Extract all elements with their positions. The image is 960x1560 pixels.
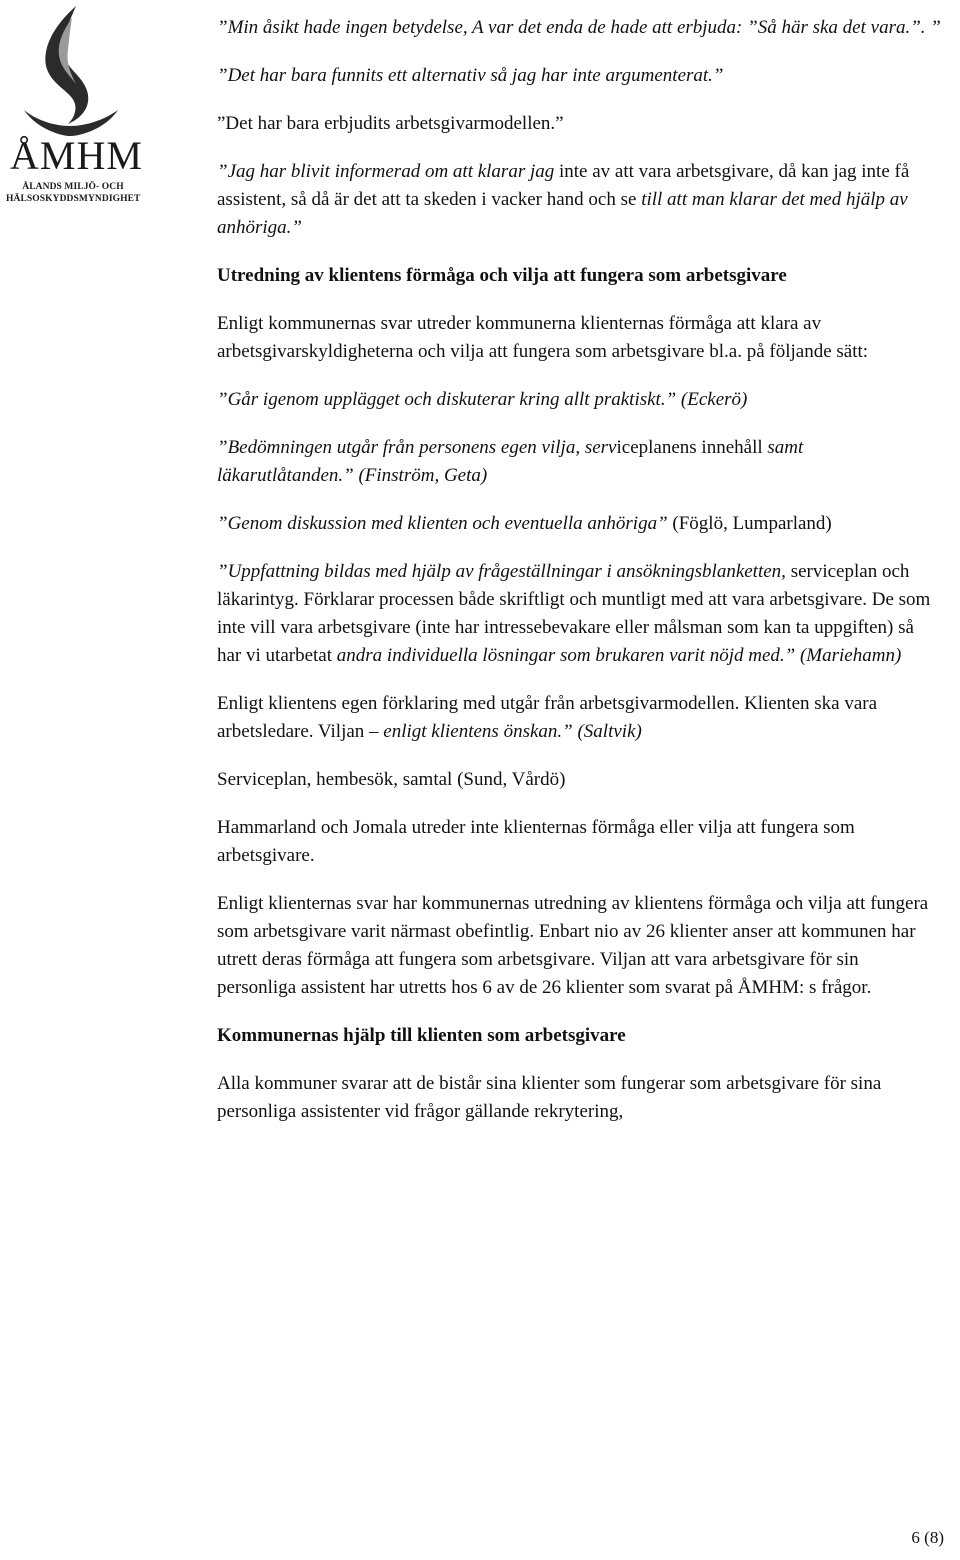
quote-foglo [217, 510, 942, 538]
quote-2: ”Det har bara funnits ett alternativ så jag har inte argumenterat.” [217, 65, 724, 86]
quote-3: ”Det har bara erbjudits arbetsgivarmodellen.” [217, 113, 564, 134]
logo-letters: ÅMHM [10, 133, 143, 178]
logo-subtitle-line1: ÅLANDS MILJÖ- OCH [22, 182, 124, 192]
quote-eckero [217, 386, 942, 414]
quote-foglo-source: (Föglö, Lumparland) [667, 513, 832, 534]
quote-eckero-text: ”Går igenom upplägget och diskuterar kring allt praktiskt.” [217, 389, 677, 410]
section-heading-1: Utredning av klientens förmåga och vilja att fungera som arbetsgivare [217, 265, 787, 286]
quote-mariehamn-normal: serviceplan och läkarintyg. Förklarar processen både skriftligt och muntligt med att vara arbetsgivare. De som inte vill vara arbetsgivare (inte har intressebevakare eller målsman som kan ta uppgiften) så har vi utarbetat [217, 561, 931, 666]
quote-4-normal: inte av att vara arbetsgivare, då kan jag inte få assistent, så då är det att ta skeden i vacker hand och se [217, 161, 910, 210]
paragraph-clients: Enligt klienternas svar har kommunernas utredning av klientens förmåga och vilja att fungera som arbetsgivare varit närmast obefintlig. Enbart nio av 26 klienter anser att kommunen har utrett deras förmåga att fungera som arbetsgivare. Viljan att vara arbetsgivare för sin personliga assistent har utretts hos 6 av de 26 klienter som svarat på ÅMHM: s frågor. [217, 893, 929, 998]
paragraph-1: Enligt kommunernas svar utreder kommunerna klienternas förmåga att klara av arbetsgivarskyldigheterna och vilja att fungera som arbetsgivare bl.a. på följande sätt: [217, 313, 869, 362]
section-heading-2: Kommunernas hjälp till klienten som arbetsgivare [217, 1025, 626, 1046]
quote-4-end: till att man klarar det med hjälp av anhöriga.” [217, 189, 908, 238]
quote-mariehamn-text: ”Uppfattning bildas med hjälp av frågeställningar i ansökningsblanketten, [217, 561, 786, 582]
quote-finstrom-source: (Finström, Geta) [353, 465, 488, 486]
paragraph-saltvik [217, 690, 942, 746]
flame-drop-icon [6, 2, 134, 137]
page-number: 6 (8) [911, 1528, 944, 1547]
quote-mariehamn [217, 558, 942, 670]
quote-1: ”Min åsikt hade ingen betydelse, A var det enda de hade att erbjuda: ”Så här ska det vara.”. ” [217, 17, 941, 38]
quote-eckero-source: (Eckerö) [676, 389, 748, 410]
paragraph-sund: Serviceplan, hembesök, samtal (Sund, Vårdö) [217, 769, 566, 790]
document-body [217, 14, 942, 1126]
paragraph-support: Alla kommuner svarar att de bistår sina klienter som fungerar som arbetsgivare för sina personliga assistenter vid frågor gällande rekrytering, [217, 1073, 882, 1122]
quote-4 [217, 158, 942, 242]
quote-foglo-text: ”Genom diskussion med klienten och eventuella anhöriga” [217, 513, 668, 534]
quote-4-italic: ”Jag har blivit informerad om att klarar jag [217, 161, 555, 182]
quote-finstrom-text-2: samt läkarutlåtanden.” [217, 437, 804, 486]
quote-mariehamn-source: (Mariehamn) [795, 645, 902, 666]
paragraph-saltvik-normal: Enligt klientens egen förklaring med utgår från arbetsgivarmodellen. Klienten ska vara arbetsledare. Viljan – [217, 693, 878, 742]
quote-finstrom-normal: iceplanens innehåll [616, 437, 763, 458]
quote-mariehamn-text-2: andra individuella lösningar som brukaren varit nöjd med.” [336, 645, 796, 666]
paragraph-hammarland: Hammarland och Jomala utreder inte klienternas förmåga eller vilja att fungera som arbetsgivare. [217, 817, 855, 866]
logo [6, 2, 143, 208]
quote-finstrom-text: ”Bedömningen utgår från personens egen vilja, serv [217, 437, 617, 458]
logo-subtitle-line2: HÄLSOSKYDDSMYNDIGHET [6, 194, 141, 204]
quote-finstrom [217, 434, 942, 490]
paragraph-saltvik-italic: enligt klientens önskan.” (Saltvik) [383, 721, 642, 742]
